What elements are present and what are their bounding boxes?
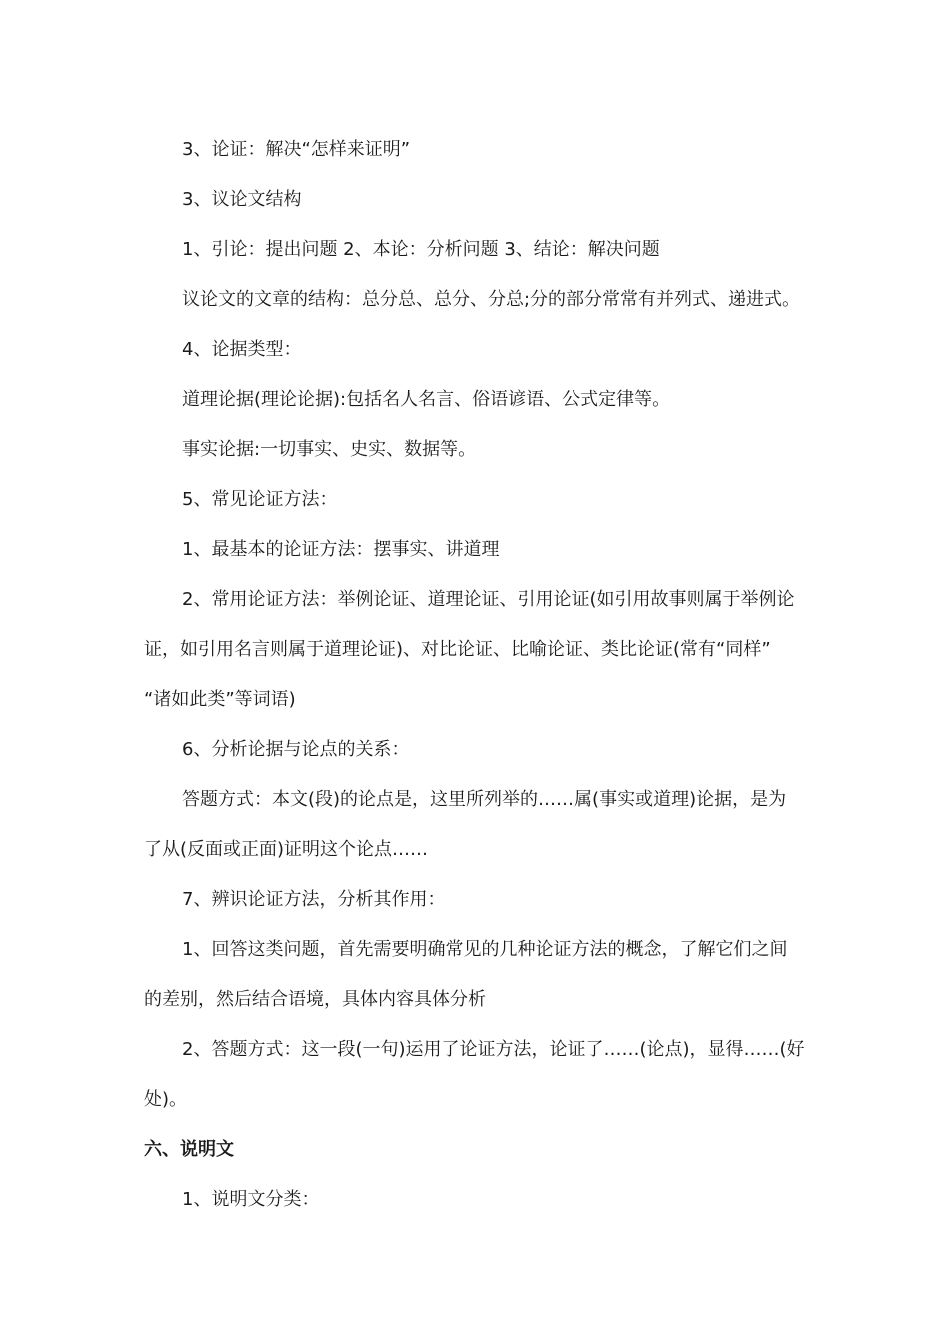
text-line: “诸如此类”等词语) [144, 689, 296, 710]
text-line: 道理论据(理论论据):包括名人名言、俗语谚语、公式定律等。 [182, 389, 671, 410]
text-line: 6、分析论据与论点的关系： [182, 739, 410, 760]
text-line: 议论文的文章的结构：总分总、总分、分总;分的部分常常有并列式、递进式。 [182, 289, 801, 310]
section-heading: 六、说明文 [144, 1139, 234, 1160]
text-line: 处)。 [144, 1089, 188, 1110]
text-line: 1、最基本的论证方法：摆事实、讲道理 [182, 539, 500, 560]
text-line: 3、议论文结构 [182, 189, 302, 210]
text-line: 2、答题方式：这一段(一句)运用了论证方法，论证了……(论点)，显得……(好 [182, 1039, 805, 1060]
text-line: 2、常用论证方法：举例论证、道理论证、引用论证(如引用故事则属于举例论 [182, 589, 795, 610]
document-body [144, 125, 814, 1225]
text-line: 1、回答这类问题，首先需要明确常见的几种论证方法的概念，了解它们之间 [182, 939, 788, 960]
text-line: 了从(反面或正面)证明这个论点…… [144, 839, 429, 860]
text-line: 答题方式：本文(段)的论点是，这里所列举的……属(事实或道理)论据，是为 [182, 789, 787, 810]
text-line: 1、引论：提出问题 2、本论：分析问题 3、结论：解决问题 [182, 239, 660, 260]
text-line: 的差别，然后结合语境，具体内容具体分析 [144, 989, 486, 1010]
text-line: 证，如引用名言则属于道理论证)、对比论证、比喻论证、类比论证(常有“同样” [144, 639, 771, 660]
text-line: 7、辨识论证方法，分析其作用： [182, 889, 446, 910]
text-line: 1、说明文分类： [182, 1189, 320, 1210]
text-line: 5、常见论证方法： [182, 489, 338, 510]
text-line: 事实论据:一切事实、史实、数据等。 [182, 439, 477, 460]
text-line: 4、论据类型： [182, 339, 302, 360]
text-line: 3、论证：解决“怎样来证明” [182, 139, 411, 160]
